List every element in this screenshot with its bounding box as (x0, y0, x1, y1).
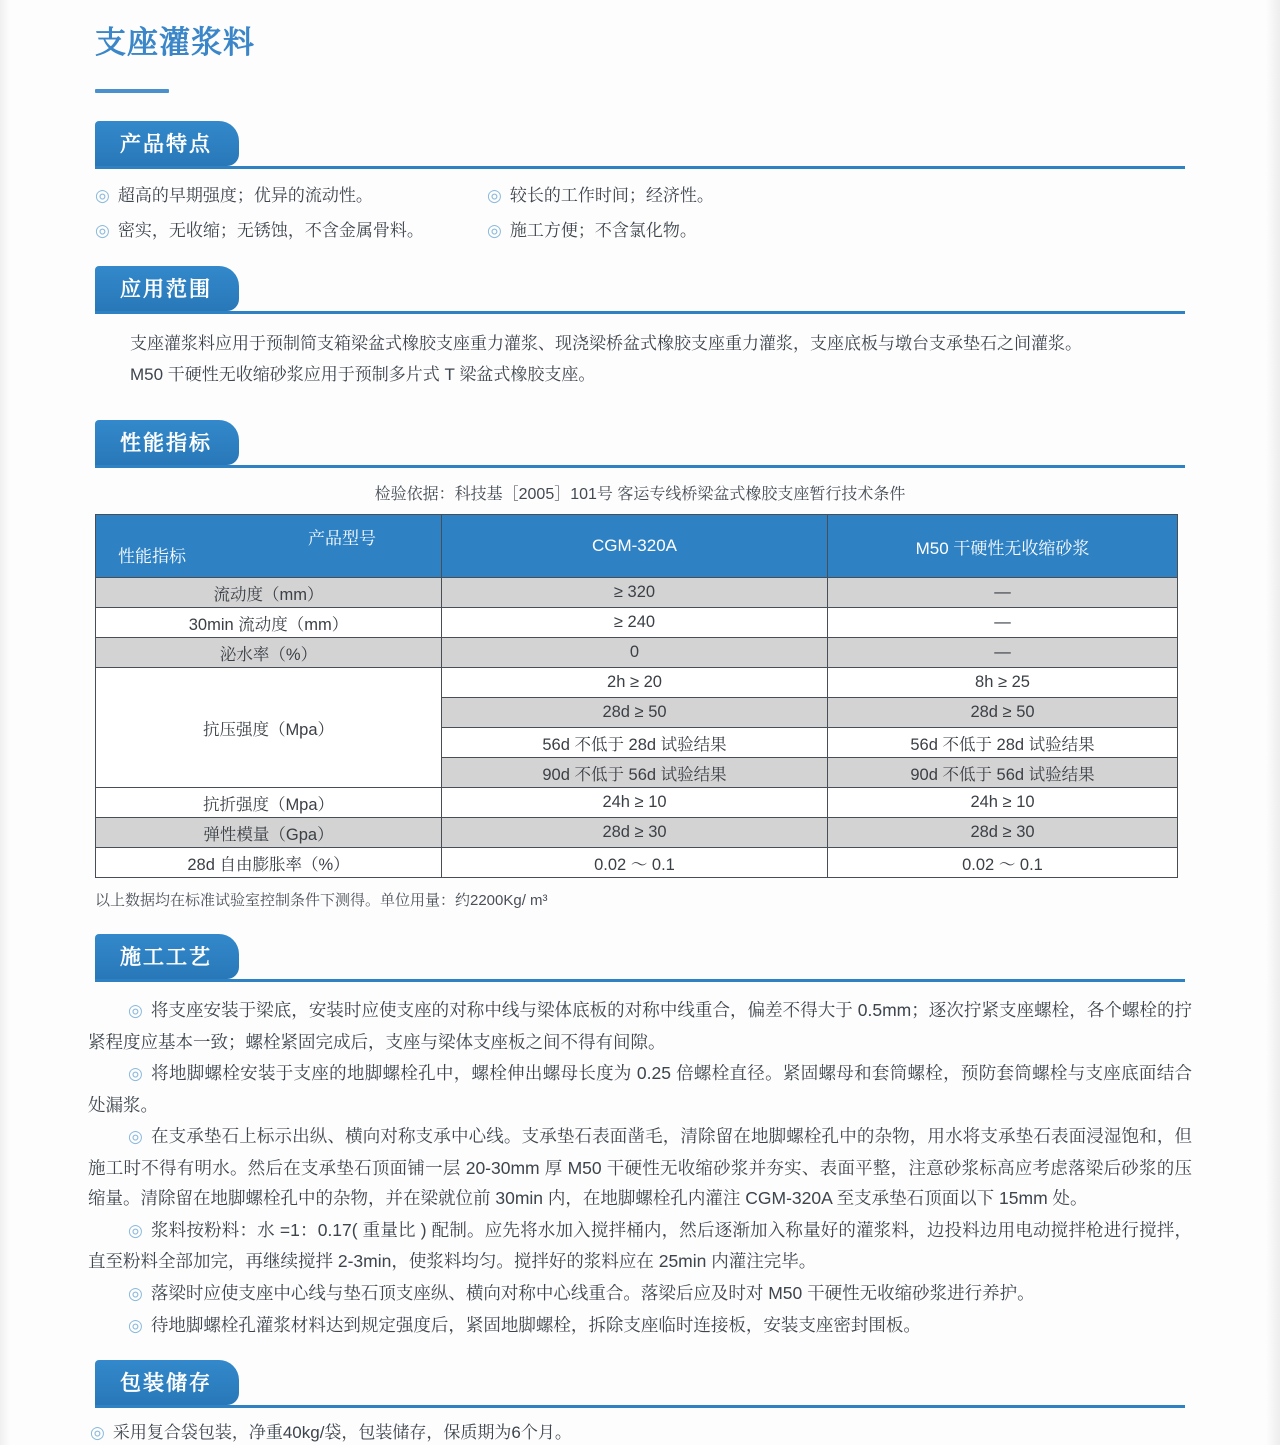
table-row (96, 638, 1178, 668)
section-header-performance (95, 420, 1185, 468)
feature-text: 施工方便；不含氯化物。 (509, 221, 697, 240)
page-title: 支座灌浆料 (95, 25, 255, 60)
process-step (88, 1215, 1192, 1277)
cell-value: 56d 不低于 28d 试验结果 (442, 728, 828, 758)
cell-value: 90d 不低于 56d 试验结果 (442, 758, 828, 788)
list-item (95, 185, 487, 207)
section-header-features (95, 121, 1185, 169)
application-line: 支座灌浆料应用于预制简支箱梁盆式橡胶支座重力灌浆、现浇梁桥盆式橡胶支座重力灌浆，支座底板与墩台支承垫石之间灌浆。 (130, 334, 1082, 353)
feature-text: 超高的早期强度；优异的流动性。 (117, 186, 373, 205)
bullseye-bullet-icon: ◎ (487, 221, 502, 240)
bullseye-bullet-icon: ◎ (128, 1316, 143, 1335)
row-label: 28d 自由膨胀率（%） (96, 848, 442, 878)
step-text: 在支承垫石上标示出纵、横向对称支承中心线。支承垫石表面凿毛，清除留在地脚螺栓孔中的杂物，用水将支承垫石表面浸湿饱和，但施工时不得有明水。然后在支承垫石顶面铺一层 20-30mm 厚 M50 干硬性无收缩砂浆并夯实、表面平整，注意砂浆标高应考虑落梁后砂浆的压缩量。清除留在地脚螺栓孔中的杂物，并在梁就位前 30min 内，在地脚螺栓孔内灌注 CGM-320A 至支承垫石顶面以下 15mm 处。 (88, 1126, 1192, 1208)
header-performance-index: 性能指标 (118, 547, 186, 566)
cell-value: 0.02 ～ 0.1 (442, 848, 828, 878)
process-step (88, 1310, 1192, 1342)
section-tab-packaging: 包装储存 (95, 1360, 239, 1405)
table-row (96, 818, 1178, 848)
cell-value: 28d ≥ 50 (442, 698, 828, 728)
step-text: 落梁时应使支座中心线与垫石顶支座纵、横向对称中心线重合。落梁后应及时对 M50 干硬性无收缩砂浆进行养护。 (150, 1282, 1035, 1303)
bullseye-bullet-icon: ◎ (128, 1283, 143, 1303)
cell-value: ≥ 320 (442, 578, 828, 608)
packaging-line: 采用复合袋包装，净重40kg/袋，包装储存，保质期为6个月。 (112, 1422, 572, 1442)
list-item (487, 185, 1185, 207)
cell-value: 2h ≥ 20 (442, 668, 828, 698)
header-product-model: 产品型号 (308, 529, 376, 548)
bullseye-bullet-icon: ◎ (90, 1422, 105, 1442)
inspection-basis: 检验依据：科技基［2005］101号 客运专线桥梁盆式橡胶支座暂行技术条件 (374, 486, 906, 503)
section-header-packaging (95, 1360, 1185, 1408)
cell-value: ≥ 240 (442, 608, 828, 638)
bullseye-bullet-icon: ◎ (128, 1127, 143, 1146)
cell-value: — (828, 608, 1178, 638)
performance-table (95, 514, 1178, 878)
process-step (88, 1121, 1192, 1214)
bullseye-bullet-icon: ◎ (128, 1220, 144, 1240)
process-step (88, 1278, 1192, 1310)
section-tab-features: 产品特点 (95, 121, 239, 166)
step-text: 将支座安装于梁底，安装时应使支座的对称中线与梁体底板的对称中线重合，偏差不得大于 0.5mm；逐次拧紧支座螺栓，各个螺栓的拧紧程度应基本一致；螺栓紧固完成后，支座与梁体支座板之间不得有间隙。 (88, 1000, 1192, 1052)
row-label-compressive: 抗压强度（Mpa） (96, 668, 442, 788)
table-footnote: 以上数据均在标准试验室控制条件下测得。单位用量：约2200Kg/ m³ (95, 892, 548, 909)
section-tab-process: 施工工艺 (95, 934, 239, 979)
diagonal-header-cell (96, 515, 442, 578)
bullseye-bullet-icon: ◎ (128, 1064, 144, 1083)
application-line: M50 干硬性无收缩砂浆应用于预制多片式 T 梁盆式橡胶支座。 (130, 365, 596, 384)
table-row (96, 608, 1178, 638)
cell-value: 24h ≥ 10 (442, 788, 828, 818)
row-label: 流动度（mm） (96, 578, 442, 608)
cell-value: 8h ≥ 25 (828, 668, 1178, 698)
table-row (96, 848, 1178, 878)
table-row (96, 788, 1178, 818)
step-text: 待地脚螺栓孔灌浆材料达到规定强度后，紧固地脚螺栓，拆除支座临时连接板，安装支座密封围板。 (150, 1315, 921, 1335)
list-item (487, 220, 1185, 242)
cell-value: 28d ≥ 30 (828, 818, 1178, 848)
application-text (130, 328, 1185, 390)
cell-value: 28d ≥ 50 (828, 698, 1178, 728)
feature-text: 密实，无收缩；无锈蚀，不含金属骨料。 (117, 221, 424, 240)
column-header-cgm: CGM-320A (442, 515, 828, 578)
row-label: 泌水率（%） (96, 638, 442, 668)
cell-value: 24h ≥ 10 (828, 788, 1178, 818)
row-label: 抗折强度（Mpa） (96, 788, 442, 818)
table-header-row (96, 515, 1178, 578)
list-item (95, 220, 487, 242)
section-tab-application: 应用范围 (95, 266, 239, 311)
cell-value: 28d ≥ 30 (442, 818, 828, 848)
section-tab-performance: 性能指标 (95, 420, 239, 465)
process-step (88, 995, 1192, 1057)
section-header-application (95, 266, 1185, 314)
process-steps (88, 995, 1192, 1342)
page-content (88, 0, 1192, 1445)
bullseye-bullet-icon: ◎ (487, 186, 502, 205)
packaging-text (90, 1421, 1185, 1445)
step-text: 浆料按粉料：水 =1：0.17( 重量比 ) 配制。应先将水加入搅拌桶内，然后逐渐加入称量好的灌浆料，边投料边用电动搅拌枪进行搅拌，直至粉料全部加完，再继续搅拌 2-3min，使浆料均匀。搅拌好的浆料应在 25min 内灌注完毕。 (88, 1219, 1192, 1271)
cell-value: 0 (442, 638, 828, 668)
step-text: 将地脚螺栓安装于支座的地脚螺栓孔中，螺栓伸出螺母长度为 0.25 倍螺栓直径。紧固螺母和套筒螺栓，预防套筒螺栓与支座底面结合处漏浆。 (88, 1063, 1192, 1115)
bullseye-bullet-icon: ◎ (128, 1001, 143, 1020)
section-header-process (95, 934, 1185, 982)
feature-list (95, 185, 1185, 242)
column-header-m50: M50 干硬性无收缩砂浆 (828, 515, 1178, 578)
title-underline (95, 89, 169, 93)
row-label: 30min 流动度（mm） (96, 608, 442, 638)
cell-value: 56d 不低于 28d 试验结果 (828, 728, 1178, 758)
table-row (96, 578, 1178, 608)
cell-value: — (828, 638, 1178, 668)
cell-value: 90d 不低于 56d 试验结果 (828, 758, 1178, 788)
bullseye-bullet-icon: ◎ (95, 186, 110, 205)
feature-text: 较长的工作时间；经济性。 (509, 186, 714, 205)
row-label: 弹性模量（Gpa） (96, 818, 442, 848)
table-row (96, 668, 1178, 698)
cell-value: 0.02 ～ 0.1 (828, 848, 1178, 878)
cell-value: — (828, 578, 1178, 608)
process-step (88, 1058, 1192, 1120)
bullseye-bullet-icon: ◎ (95, 221, 110, 240)
